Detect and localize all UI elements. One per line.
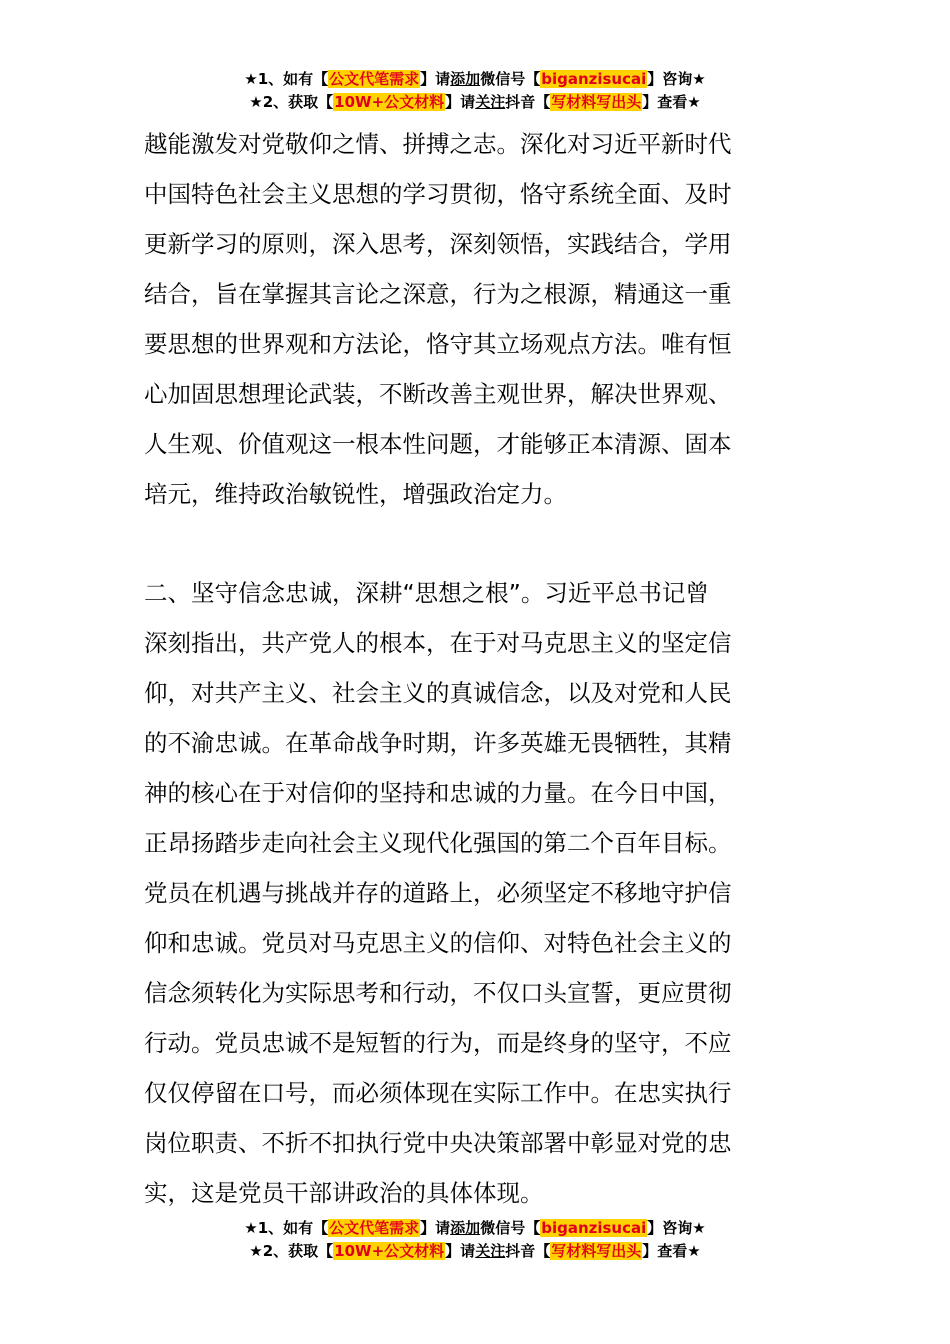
star-icon: ★ [244, 1219, 258, 1237]
banner-text: 2、获取【 [262, 93, 334, 111]
banner-text: 】请 [445, 93, 476, 111]
text-line: 的不渝忠诚。在革命战争时期，许多英雄无畏牺牲，其精 [144, 729, 732, 757]
banner-line-1 [0, 1217, 950, 1240]
text-line: 信念须转化为实际思考和行动，不仅口头宣誓，更应贯彻 [144, 979, 732, 1007]
text-line: 人生观、价值观这一根本性问题，才能够正本清源、固本 [144, 430, 732, 458]
underlined-text: 关注 [475, 93, 506, 111]
banner-text: 】查看 [642, 1242, 688, 1260]
highlight-service-label: 公文代笔需求 [329, 70, 420, 88]
banner-text: 1、如有【 [257, 1219, 329, 1237]
star-icon: ★ [692, 1219, 706, 1237]
bottom-banner [0, 1217, 950, 1263]
top-banner [0, 68, 950, 114]
text-line: 岗位职责、不折不扣执行党中央决策部署中彰显对党的忠 [144, 1129, 732, 1157]
text-line: 越能激发对党敬仰之情、拼搏之志。深化对习近平新时代 [144, 130, 732, 158]
highlight-materials-label: 10W+公文材料 [334, 93, 445, 111]
text-line: 仰，对共产主义、社会主义的真诚信念，以及对党和人民 [144, 679, 732, 707]
highlight-service-label: 公文代笔需求 [329, 1219, 420, 1237]
text-line: 心加固思想理论武装，不断改善主观世界，解决世界观、 [144, 380, 732, 408]
star-icon: ★ [687, 93, 701, 111]
text-line: 培元，维持政治敏锐性，增强政治定力。 [144, 480, 567, 508]
highlight-materials-label: 10W+公文材料 [334, 1242, 445, 1260]
star-icon: ★ [249, 1242, 263, 1260]
star-icon: ★ [244, 70, 258, 88]
wechat-id-highlight: biganzisucai [541, 1219, 647, 1237]
banner-text: 】请 [445, 1242, 476, 1260]
banner-line-2 [0, 1240, 950, 1263]
text-line: 深刻指出，共产党人的根本，在于对马克思主义的坚定信 [144, 629, 732, 657]
text-line: 结合，旨在掌握其言论之深意，行为之根源，精通这一重 [144, 280, 732, 308]
paragraph-2 [144, 568, 808, 1218]
star-icon: ★ [687, 1242, 701, 1260]
text-line: 更新学习的原则，深入思考，深刻领悟，实践结合，学用 [144, 230, 732, 258]
banner-text: 微信号【 [480, 70, 541, 88]
text-line: 神的核心在于对信仰的坚持和忠诚的力量。在今日中国， [144, 779, 732, 807]
paragraph-1 [144, 119, 808, 519]
banner-text: 抖音【 [505, 93, 551, 111]
text-line: 中国特色社会主义思想的学习贯彻，恪守系统全面、及时 [144, 180, 732, 208]
banner-text: 】咨询 [647, 1219, 693, 1237]
star-icon: ★ [249, 93, 263, 111]
banner-text: 微信号【 [480, 1219, 541, 1237]
underlined-text: 添加 [450, 70, 481, 88]
banner-text: 抖音【 [505, 1242, 551, 1260]
banner-text: 】查看 [642, 93, 688, 111]
banner-line-2 [0, 91, 950, 114]
banner-text: 】请 [420, 1219, 451, 1237]
banner-text: 1、如有【 [257, 70, 329, 88]
underlined-text: 添加 [450, 1219, 481, 1237]
text-line: 行动。党员忠诚不是短暂的行为，而是终身的坚守，不应 [144, 1029, 732, 1057]
banner-text: 2、获取【 [262, 1242, 334, 1260]
douyin-account-highlight: 写材料写出头 [551, 93, 642, 111]
star-icon: ★ [692, 70, 706, 88]
banner-line-1 [0, 68, 950, 91]
text-line: 实，这是党员干部讲政治的具体体现。 [144, 1179, 544, 1207]
text-line: 要思想的世界观和方法论，恪守其立场观点方法。唯有恒 [144, 330, 732, 358]
text-line: 党员在机遇与挑战并存的道路上，必须坚定不移地守护信 [144, 879, 732, 907]
text-line: 仰和忠诚。党员对马克思主义的信仰、对特色社会主义的 [144, 929, 732, 957]
banner-text: 】咨询 [647, 70, 693, 88]
douyin-account-highlight: 写材料写出头 [551, 1242, 642, 1260]
text-line: 仅仅停留在口号，而必须体现在实际工作中。在忠实执行 [144, 1079, 732, 1107]
text-line: 正昂扬踏步走向社会主义现代化强国的第二个百年目标。 [144, 829, 732, 857]
wechat-id-highlight: biganzisucai [541, 70, 647, 88]
section-heading-line: 二、坚守信念忠诚，深耕“思想之根”。习近平总书记曾 [144, 579, 709, 607]
underlined-text: 关注 [475, 1242, 506, 1260]
banner-text: 】请 [420, 70, 451, 88]
